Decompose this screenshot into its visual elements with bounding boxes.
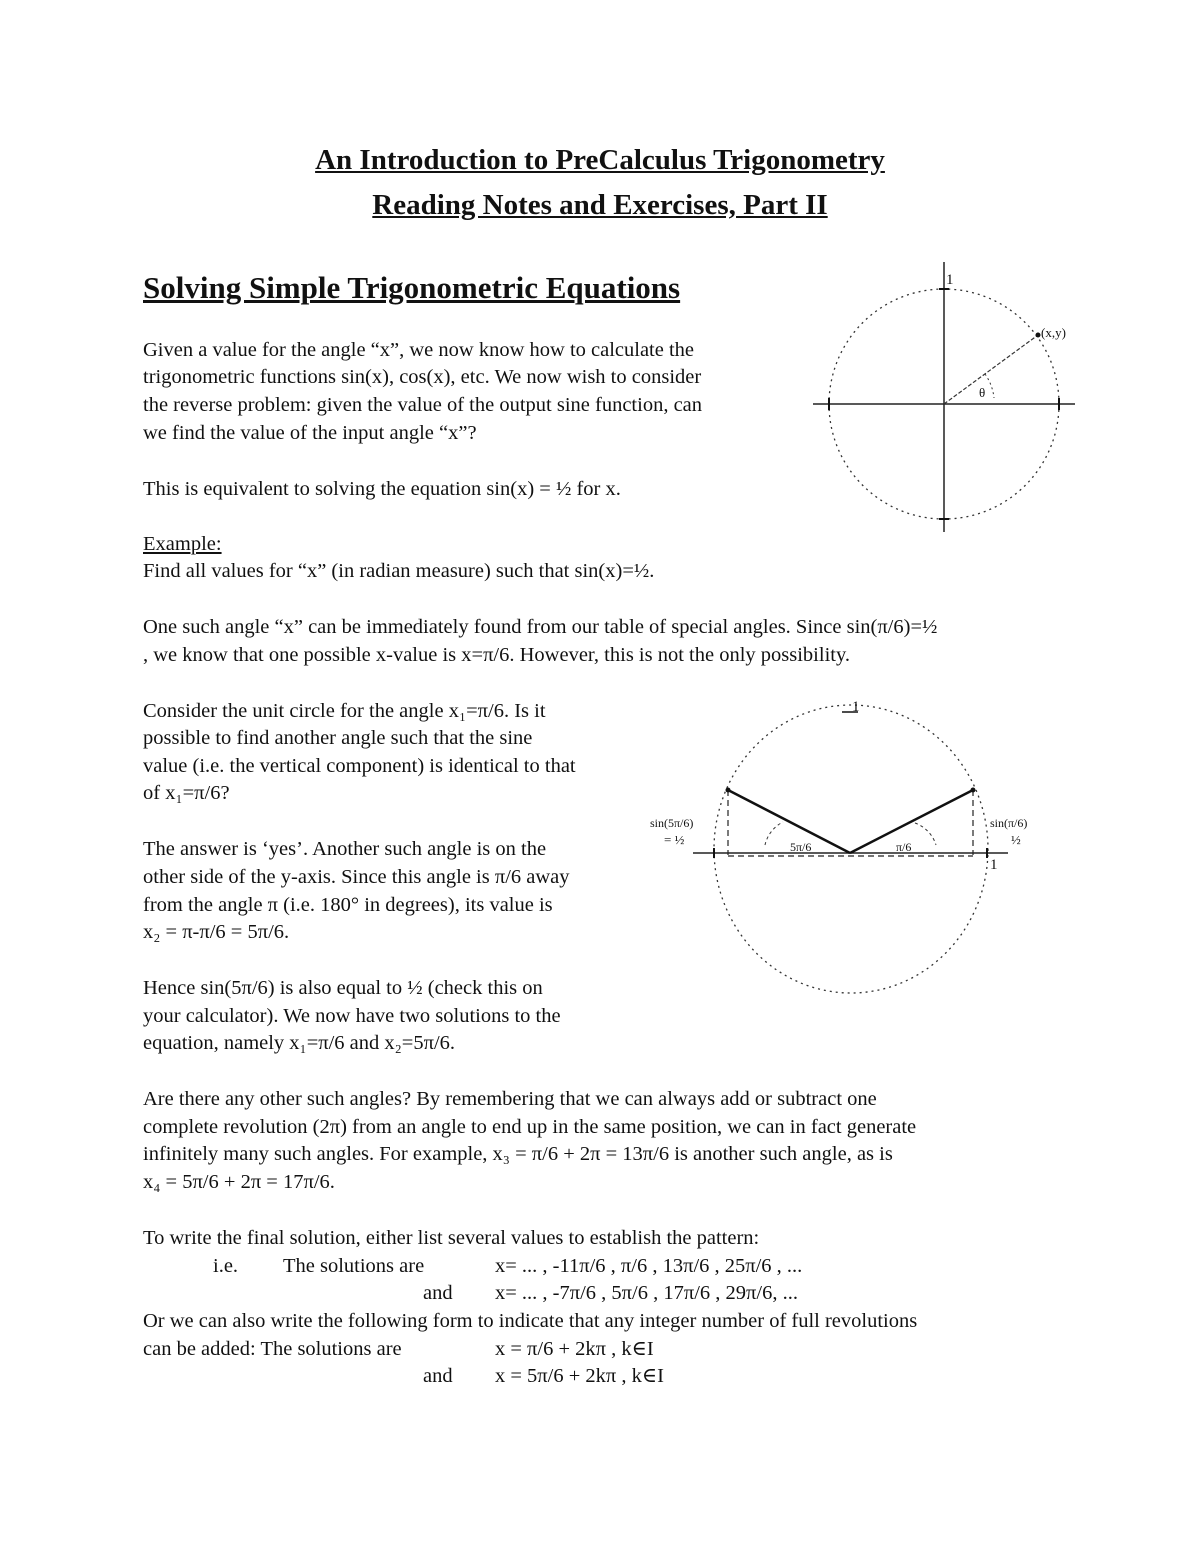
text-line: and (423, 1282, 453, 1304)
terminal-side-5pi-6 (728, 790, 850, 853)
unit-circle-2 (650, 699, 1027, 993)
label-angle: θ (979, 385, 986, 400)
text-line: Are there any other such angles? By remembering that we can always add or subtract one (143, 1088, 877, 1110)
text-line: trigonometric functions sin(x), cos(x), etc. We now wish to consider (143, 366, 702, 388)
section-heading: Solving Simple Trigonometric Equations (143, 270, 681, 305)
text-line: from the angle π (i.e. 180° in degrees), its value is (143, 894, 553, 916)
text-line: complete revolution (2π) from an angle to end up in the same position, we can in fact generate (143, 1116, 917, 1138)
unit-circle-1 (813, 262, 1075, 532)
text-line: x₂ = π-π/6 = 5π/6. (143, 921, 290, 943)
label-sin-5pi-6-value: = ½ (664, 832, 685, 847)
label-right-one: 1 (990, 857, 998, 873)
text-line: Consider the unit circle for the angle x₁=π/6. Is it (143, 700, 546, 722)
radius-line (944, 335, 1038, 404)
text-line: To write the final solution, either list several values to establish the pattern: (143, 1227, 760, 1249)
text-line: i.e. (213, 1255, 239, 1277)
terminal-side-pi-6 (850, 790, 973, 853)
text-line: Hence sin(5π/6) is also equal to ½ (check this on (143, 977, 543, 999)
text-line: Given a value for the angle “x”, we now know how to calculate the (143, 339, 695, 361)
text-line: The solutions are (283, 1255, 425, 1277)
label-sin-pi-6: sin(π/6) (990, 816, 1028, 830)
text-line: This is equivalent to solving the equation sin(x) = ½ for x. (143, 478, 621, 500)
text-line: and (423, 1365, 453, 1387)
label-one: 1 (946, 272, 954, 288)
label-sin-5pi-6: sin(5π/6) (650, 816, 694, 830)
label-point: (x,y) (1041, 325, 1066, 340)
document-title-line-2: Reading Notes and Exercises, Part II (372, 189, 828, 221)
text-line: equation, namely x₁=π/6 and x₂=5π/6. (143, 1032, 456, 1054)
text-line: x = π/6 + 2kπ , k∈I (495, 1338, 654, 1360)
label-angle-5pi-6: 5π/6 (790, 840, 812, 854)
text-line: the reverse problem: given the value of the output sine function, can (143, 394, 703, 416)
label-sin-pi-6-value: ½ (1011, 832, 1021, 847)
text-line: we find the value of the input angle “x”? (143, 422, 477, 444)
text-line: One such angle “x” can be immediately found from our table of special angles. Since sin(π/6)=½ (143, 616, 938, 638)
text-line: possible to find another angle such that the sine (143, 727, 533, 749)
text-line: x= ... , -11π/6 , π/6 , 13π/6 , 25π/6 , ... (495, 1255, 803, 1277)
text-line: The answer is ‘yes’. Another such angle is on the (143, 838, 547, 860)
text-line: of x₁=π/6? (143, 782, 230, 804)
text-line: x₄ = 5π/6 + 2π = 17π/6. (143, 1171, 335, 1193)
text-line: x= ... , -7π/6 , 5π/6 , 17π/6 , 29π/6, ... (495, 1282, 798, 1304)
text-line: can be added: The solutions are (143, 1338, 402, 1360)
label-top-one: 1 (852, 699, 860, 715)
document-title-line-1: An Introduction to PreCalculus Trigonometry (315, 144, 885, 176)
label-angle-pi-6: π/6 (896, 840, 912, 854)
text-line: other side of the y-axis. Since this angle is π/6 away (143, 866, 570, 888)
text-line: x = 5π/6 + 2kπ , k∈I (495, 1365, 664, 1387)
text-line: infinitely many such angles. For example, x₃ = π/6 + 2π = 13π/6 is another such angle, as is (143, 1143, 893, 1165)
text-line: value (i.e. the vertical component) is identical to that (143, 755, 576, 777)
text-line: , we know that one possible x-value is x=π/6. However, this is not the only possibility. (143, 644, 851, 666)
text-line: your calculator). We now have two solutions to the (143, 1005, 561, 1027)
text-line: Find all values for “x” (in radian measure) such that sin(x)=½. (143, 560, 655, 582)
text-line: Example: (143, 533, 222, 555)
text-line: Or we can also write the following form to indicate that any integer number of full revolutions (143, 1310, 918, 1332)
